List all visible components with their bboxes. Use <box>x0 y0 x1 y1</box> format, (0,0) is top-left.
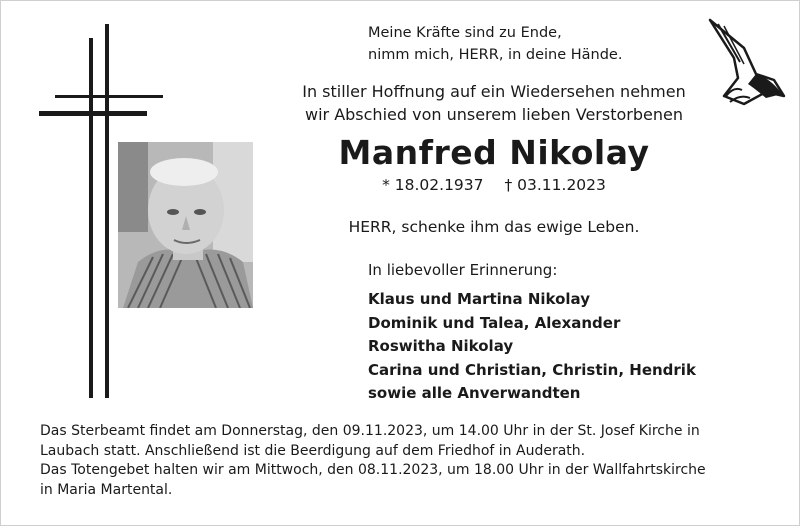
motto-line: Meine Kräfte sind zu Ende, <box>368 25 562 41</box>
deceased-name: Manfred Nikolay <box>338 133 650 172</box>
motto-line: nimm mich, HERR, in deine Hände. <box>368 47 623 63</box>
notice-line: Laubach statt. Anschließend ist die Beerdigung auf dem Friedhof in Auderath. <box>40 442 586 459</box>
notice-line: Das Sterbeamt findet am Donnerstag, den 09.11.2023, um 14.00 Uhr in der St. Josef Kirche in <box>40 423 700 439</box>
motto <box>368 22 622 66</box>
mourner-line: Carina und Christian, Christin, Hendrik <box>368 360 696 379</box>
service-notice <box>40 422 780 500</box>
mourner-line: Roswitha Nikolay <box>368 337 514 355</box>
mourner-line: sowie alle Anverwandten <box>368 384 581 402</box>
life-dates <box>0 176 800 194</box>
birth-date: * 18.02.1937 <box>382 176 484 194</box>
mourners-list <box>368 288 696 406</box>
intro-line: wir Abschied von unserem lieben Verstorbenen <box>305 105 683 124</box>
mourner-line: Klaus und Martina Nikolay <box>368 290 590 308</box>
death-date: † 03.11.2023 <box>504 176 606 194</box>
intro-line: In stiller Hoffnung auf ein Wiedersehen nehmen <box>302 82 686 101</box>
notice-line: Das Totengebet halten wir am Mittwoch, den 08.11.2023, um 18.00 Uhr in der Wallfahrtskirche <box>40 462 706 478</box>
blessing-text: HERR, schenke ihm das ewige Leben. <box>348 218 640 236</box>
intro-text <box>0 80 800 126</box>
notice-line: in Maria Martental. <box>40 481 173 498</box>
mourner-line: Dominik und Talea, Alexander <box>368 313 621 332</box>
memory-label: In liebevoller Erinnerung: <box>368 261 558 279</box>
